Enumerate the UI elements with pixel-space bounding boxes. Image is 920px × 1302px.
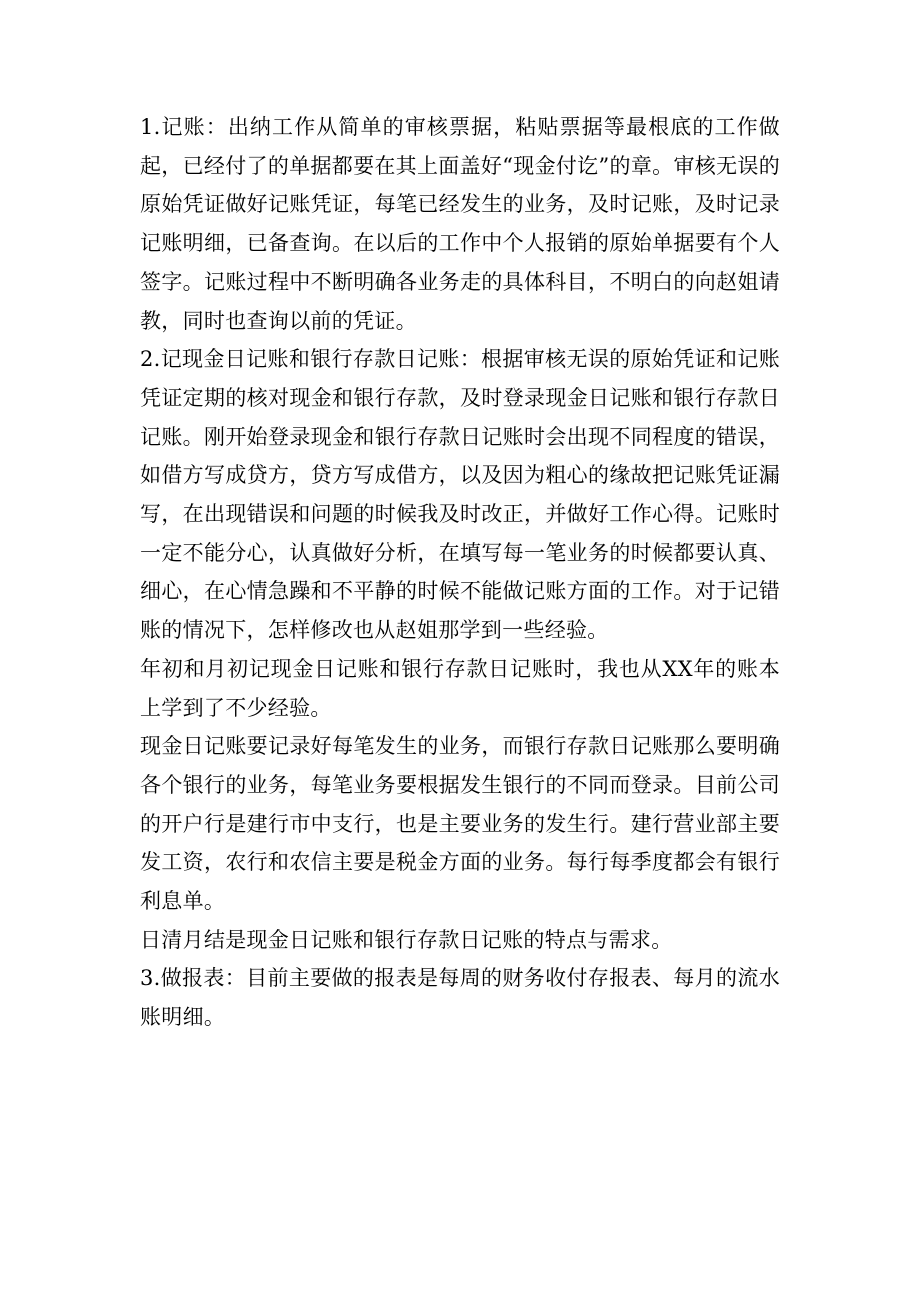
paragraph-daily-monthly-closing: 日清月结是现金日记账和银行存款日记账的特点与需求。 (140, 927, 673, 952)
paragraph-bookkeeping: 1.记账：出纳工作从简单的审核票据，粘贴票据等最根底的工作做起，已经付了的单据都要在其上面盖好“现金付讫”的章。审核无误的原始凭证做好记账凭证，每笔已经发生的业务，及时记账，及时记录记账明细，已备查询。在以后的工作中个人报销的原始单据要有个人签字。记账过程中不断明确各业务走的具体科目，不明白的向赵姐请教，同时也查询以前的凭证。 (140, 115, 780, 333)
paragraph-year-start-learning: 年初和月初记现金日记账和银行存款日记账时，我也从XX年的账本上学到了不少经验。 (140, 656, 780, 720)
document-body (140, 108, 780, 1037)
paragraph-reports: 3.做报表：目前主要做的报表是每周的财务收付存报表、每月的流水账明细。 (140, 966, 780, 1030)
paragraph-journal-entries: 2.记现金日记账和银行存款日记账：根据审核无误的原始凭证和记账凭证定期的核对现金和银行存款，及时登录现金日记账和银行存款日记账。刚开始登录现金和银行存款日记账时会出现不同程度的错误，如借方写成贷方，贷方写成借方，以及因为粗心的缘故把记账凭证漏写，在出现错误和问题的时候我及时改正，并做好工作心得。记账时一定不能分心，认真做好分析，在填写每一笔业务的时候都要认真、细心，在心情急躁和不平静的时候不能做记账方面的工作。对于记错账的情况下，怎样修改也从赵姐那学到一些经验。 (140, 347, 780, 643)
paragraph-cash-and-bank-journals: 现金日记账要记录好每笔发生的业务，而银行存款日记账那么要明确各个银行的业务，每笔业务要根据发生银行的不同而登录。目前公司的开户行是建行市中支行，也是主要业务的发生行。建行营业部主要发工资，农行和农信主要是税金方面的业务。每行每季度都会有银行利息单。 (140, 734, 780, 914)
